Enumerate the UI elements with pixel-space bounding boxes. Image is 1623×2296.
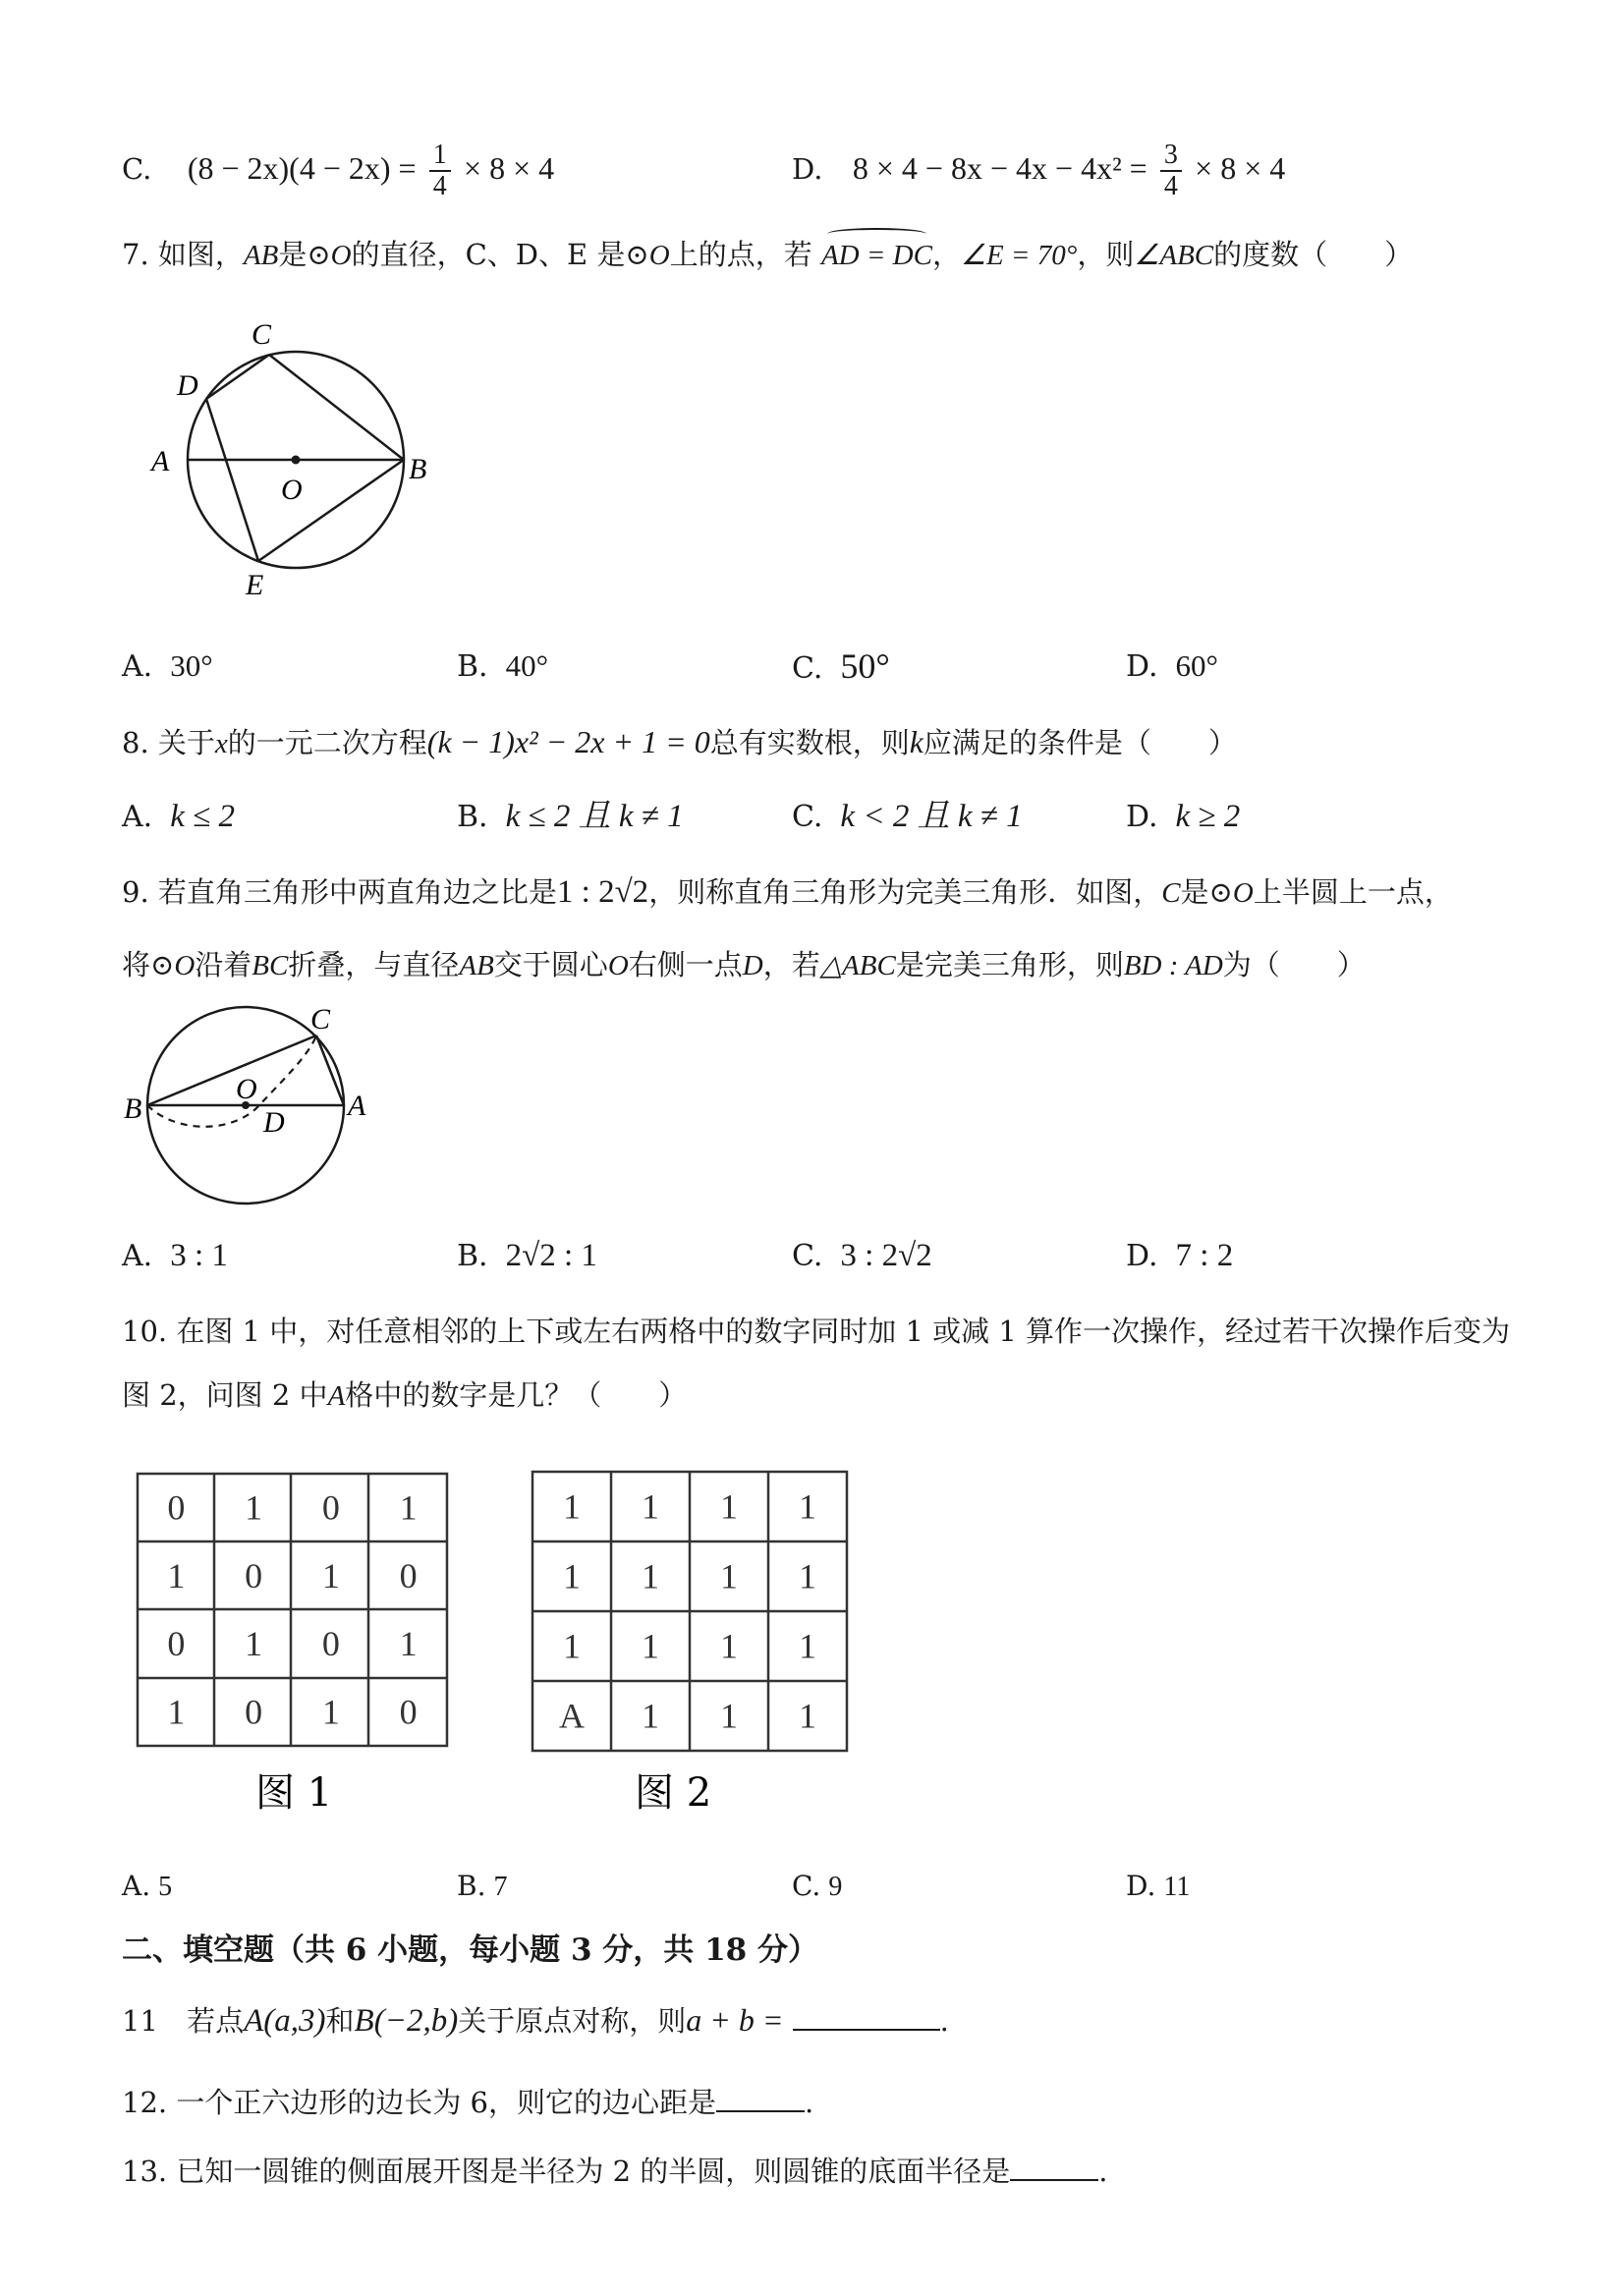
- label-b: B: [409, 453, 427, 485]
- q7-text: 的直径，C、D、E 是⊙: [351, 238, 649, 271]
- grid-cell: 1: [720, 1626, 738, 1666]
- grid-cell: 1: [399, 1487, 418, 1528]
- q10-stem-line1: [122, 1312, 1510, 1351]
- cell-a-ref: A: [327, 1380, 346, 1412]
- grid-cell: 1: [642, 1696, 659, 1736]
- option-label: B.: [457, 1239, 488, 1273]
- grid-cell: 1: [563, 1556, 581, 1596]
- q10-stem-line2: [122, 1375, 687, 1416]
- q6-optc-fraction: [429, 140, 451, 201]
- q9-fold-figure: [116, 997, 391, 1223]
- q7-option-a[interactable]: [122, 646, 213, 687]
- center-point: [292, 456, 301, 465]
- option-label: D.: [1126, 649, 1158, 684]
- option-label: A.: [122, 1870, 151, 1902]
- option-label: C.: [122, 152, 152, 186]
- option-value: k ≤ 2 且 k ≠ 1: [505, 799, 684, 834]
- option-label: D.: [792, 152, 823, 186]
- label-o: O: [236, 1073, 257, 1105]
- fraction-numerator: 1: [429, 140, 451, 172]
- q8-text: 关于: [157, 726, 215, 759]
- q8-stem: [122, 722, 1237, 763]
- triangle-abc: △ABC: [819, 950, 896, 981]
- ratio: 1 : 2√2: [556, 874, 649, 910]
- q10-text: 格中的数字是几？（ ）: [345, 1378, 688, 1412]
- grid-cell: A: [559, 1696, 585, 1736]
- grid-cell: 1: [245, 1487, 263, 1528]
- grid-cell: 1: [799, 1486, 816, 1527]
- q8-text: 应满足的条件是（ ）: [923, 726, 1237, 759]
- point-o: O: [607, 950, 629, 981]
- option-value: 7 : 2: [1175, 1238, 1234, 1273]
- q9-text: 为（ ）: [1222, 948, 1366, 981]
- q8-text: 总有实数根，则: [709, 726, 910, 759]
- figure-caption: 图 2: [635, 1770, 712, 1816]
- label-a: A: [151, 445, 170, 477]
- q9-text: 将⊙: [122, 948, 175, 981]
- q10-option-d[interactable]: [1126, 1867, 1190, 1907]
- point-o: O: [174, 950, 196, 981]
- grid-cell: 1: [563, 1486, 581, 1527]
- q7-text: ，: [931, 238, 961, 271]
- fraction-denominator: 4: [1163, 171, 1178, 201]
- grid-cell: 1: [245, 1624, 263, 1664]
- q10-option-a[interactable]: [122, 1867, 172, 1907]
- q9-option-a[interactable]: [122, 1236, 228, 1276]
- q7-option-c[interactable]: [792, 646, 890, 689]
- q12-stem: [122, 2083, 813, 2122]
- option-label: A.: [122, 649, 153, 684]
- option-label: D.: [1126, 1239, 1158, 1273]
- q10-figure-1: [128, 1462, 462, 1865]
- label-a: A: [348, 1090, 366, 1122]
- q6-optc-right: × 8 × 4: [464, 150, 555, 186]
- q10-option-c[interactable]: [792, 1867, 842, 1907]
- point-a: A(a,3): [244, 2003, 326, 2039]
- grid-cell: 0: [245, 1555, 263, 1596]
- grid-cell: 0: [399, 1555, 418, 1596]
- q10-figure-2: [521, 1462, 855, 1865]
- q7-option-d[interactable]: [1126, 646, 1218, 687]
- option-value: 60°: [1175, 648, 1218, 683]
- grid-cell: 0: [245, 1692, 263, 1732]
- q11-text: 若点: [187, 2004, 245, 2038]
- option-label: D.: [1126, 1870, 1156, 1902]
- q10-text: 在图 1 中，对任意相邻的上下或左右两格中的数字同时加 1 或减 1 算作一次操作，经过若干次操作后变为: [176, 1315, 1511, 1348]
- q12-text: .: [805, 2086, 814, 2119]
- q8-option-d[interactable]: [1126, 797, 1240, 837]
- point-o: O: [330, 240, 352, 271]
- label-c: C: [252, 318, 272, 351]
- q13-text: 已知一圆锥的侧面展开图是半径为 2 的半圆，则圆锥的底面半径是: [176, 2155, 1011, 2188]
- q11-text: .: [939, 2004, 949, 2038]
- q9-option-d[interactable]: [1126, 1236, 1233, 1276]
- angle-e: ∠E = 70°: [960, 240, 1078, 271]
- var-x: x: [214, 728, 228, 759]
- question-number: 12.: [122, 2086, 168, 2119]
- option-label: C.: [792, 1870, 821, 1902]
- grid-cell: 1: [642, 1556, 659, 1596]
- grid-cell: 0: [167, 1624, 186, 1664]
- answer-blank[interactable]: [793, 2001, 940, 2031]
- label-b: B: [124, 1092, 142, 1125]
- option-value: 50°: [840, 646, 890, 686]
- folded-arc: [147, 1036, 316, 1127]
- q9-text: 上半圆上一点，: [1253, 875, 1453, 909]
- grid-cell: 1: [799, 1556, 816, 1596]
- q8-option-c[interactable]: [792, 797, 1023, 837]
- option-value: k ≤ 2: [170, 799, 235, 834]
- q6-optd-left: 8 × 4 − 8x − 4x − 4x² =: [852, 150, 1147, 186]
- q9-text: 交于圆心: [493, 948, 608, 981]
- segment-bc: BC: [252, 950, 289, 981]
- q10-option-b[interactable]: [457, 1867, 507, 1907]
- segment-ab: AB: [459, 950, 494, 981]
- q7-text: 上的点，若: [669, 238, 812, 271]
- label-c: C: [310, 1003, 331, 1036]
- q7-circle-figure: [138, 307, 452, 601]
- q6-optc-left: (8 − 2x)(4 − 2x) =: [187, 150, 417, 186]
- expression: a + b =: [686, 2002, 784, 2038]
- q9-text: 沿着: [195, 948, 252, 981]
- option-value: k < 2 且 k ≠ 1: [840, 799, 1023, 834]
- angle-abc: ∠ABC: [1134, 240, 1214, 271]
- option-value: 5: [158, 1872, 173, 1902]
- grid-cell: 1: [167, 1555, 186, 1596]
- q9-text: 折叠，与直径: [288, 948, 460, 981]
- option-value: 2√2 : 1: [505, 1238, 597, 1273]
- segment-ab: AB: [243, 240, 279, 271]
- grid-cell: 0: [321, 1487, 340, 1528]
- grid-cell: 0: [399, 1692, 418, 1732]
- option-value: 40°: [505, 648, 548, 683]
- q9-stem-line1: [122, 872, 1453, 913]
- option-value: 30°: [170, 648, 213, 683]
- grid-cell: 1: [720, 1556, 738, 1596]
- option-label: A.: [122, 800, 153, 834]
- figure-caption: 图 1: [255, 1770, 333, 1816]
- grid-cell: 1: [799, 1626, 816, 1666]
- option-label: C.: [792, 651, 823, 686]
- option-label: B.: [457, 1870, 486, 1902]
- fraction-numerator: 3: [1160, 140, 1182, 172]
- var-k: k: [909, 724, 923, 759]
- grid-cell: 1: [321, 1555, 340, 1596]
- grid-cell: 1: [720, 1696, 738, 1736]
- q7-option-b[interactable]: [457, 646, 548, 687]
- q7-text: 如图，: [157, 238, 244, 271]
- question-number: 13.: [122, 2155, 168, 2188]
- grid-cell: 1: [399, 1624, 418, 1664]
- question-number: 10.: [122, 1315, 168, 1348]
- q8-option-a[interactable]: [122, 797, 235, 837]
- chord-dc: [206, 355, 269, 399]
- chord-de: [206, 399, 258, 561]
- q7-text: 的度数（ ）: [1213, 238, 1414, 271]
- ratio-bd-ad: BD : AD: [1123, 950, 1223, 981]
- q8-text: 的一元二次方程: [227, 726, 427, 759]
- option-value: 11: [1163, 1872, 1191, 1902]
- option-value: k ≥ 2: [1175, 799, 1241, 834]
- grid-cell: 1: [321, 1692, 340, 1732]
- point-o: O: [648, 240, 670, 271]
- q6-optd-right: × 8 × 4: [1195, 150, 1286, 186]
- arc-mark: [827, 228, 926, 240]
- q13-stem: [122, 2152, 1107, 2191]
- grid-cell: 0: [321, 1624, 340, 1664]
- grid-cell: 1: [642, 1486, 659, 1527]
- label-d: D: [263, 1106, 285, 1139]
- equation: (k − 1)x² − 2x + 1 = 0: [426, 724, 710, 759]
- point-c: C: [1161, 877, 1181, 909]
- chord-ca: [316, 1036, 344, 1105]
- label-e: E: [246, 569, 264, 601]
- question-number: 9.: [122, 875, 149, 909]
- q11-stem: [122, 2000, 949, 2041]
- option-label: B.: [457, 800, 488, 834]
- q7-text: ，则: [1077, 238, 1135, 271]
- fraction-denominator: 4: [432, 171, 447, 201]
- grid-cell: 1: [642, 1626, 659, 1666]
- option-label: D.: [1126, 800, 1158, 834]
- q9-text: 若直角三角形中两直角边之比是: [157, 875, 557, 909]
- q9-text: ，则称直角三角形为完美三角形．如图，: [648, 875, 1162, 909]
- q11-text: 关于原点对称，则: [458, 2004, 687, 2038]
- q11-text: 和: [325, 2004, 355, 2038]
- q12-text: 一个正六边形的边长为 6，则它的边心距是: [176, 2086, 717, 2119]
- q9-text: 是完美三角形，则: [895, 948, 1124, 981]
- option-label: C.: [792, 1239, 823, 1273]
- q6-option-c: [122, 140, 554, 201]
- point-d: D: [742, 950, 763, 981]
- grid-cell: 1: [167, 1692, 186, 1732]
- q9-text: ，若: [762, 948, 820, 981]
- q7-stem: [122, 230, 1413, 275]
- option-value: 3 : 1: [170, 1238, 228, 1273]
- q10-text: 图 2，问图 2 中: [122, 1378, 328, 1412]
- chord-cb: [269, 355, 404, 460]
- arc-equation-text: AD = DC: [820, 240, 932, 271]
- grid-cell: 1: [563, 1626, 581, 1666]
- option-value: 7: [493, 1872, 508, 1902]
- grid-cell: 1: [720, 1486, 738, 1527]
- grid-cell: 0: [167, 1487, 186, 1528]
- grid-cell: 1: [799, 1696, 816, 1736]
- q9-stem-line2: [122, 945, 1366, 985]
- q6-optd-fraction: [1160, 140, 1182, 201]
- answer-blank[interactable]: [1010, 2152, 1098, 2181]
- q9-text: 右侧一点: [628, 948, 743, 981]
- q6-option-d: [792, 140, 1285, 201]
- question-number: 8.: [122, 726, 149, 759]
- question-number: 11: [122, 2004, 158, 2038]
- label-d: D: [177, 369, 198, 402]
- q7-text: 是⊙: [278, 238, 331, 271]
- q9-option-b[interactable]: [457, 1236, 597, 1276]
- option-label: C.: [792, 800, 823, 834]
- q9-option-c[interactable]: [792, 1236, 932, 1276]
- q13-text: .: [1098, 2155, 1108, 2188]
- q8-option-b[interactable]: [457, 797, 684, 837]
- option-label: B.: [457, 649, 488, 684]
- arc-equation: [821, 230, 932, 275]
- label-o: O: [281, 474, 303, 506]
- section-title: 二、填空题（共 6 小题，每小题 3 分，共 18 分）: [122, 1932, 819, 1968]
- point-b: B(−2,b): [354, 2003, 459, 2039]
- question-number: 7.: [122, 238, 149, 271]
- q9-text: 是⊙: [1180, 875, 1233, 909]
- option-value: 3 : 2√2: [840, 1238, 932, 1273]
- answer-blank[interactable]: [716, 2083, 805, 2112]
- option-label: A.: [122, 1239, 153, 1273]
- point-o: O: [1232, 877, 1254, 909]
- option-value: 9: [828, 1872, 843, 1902]
